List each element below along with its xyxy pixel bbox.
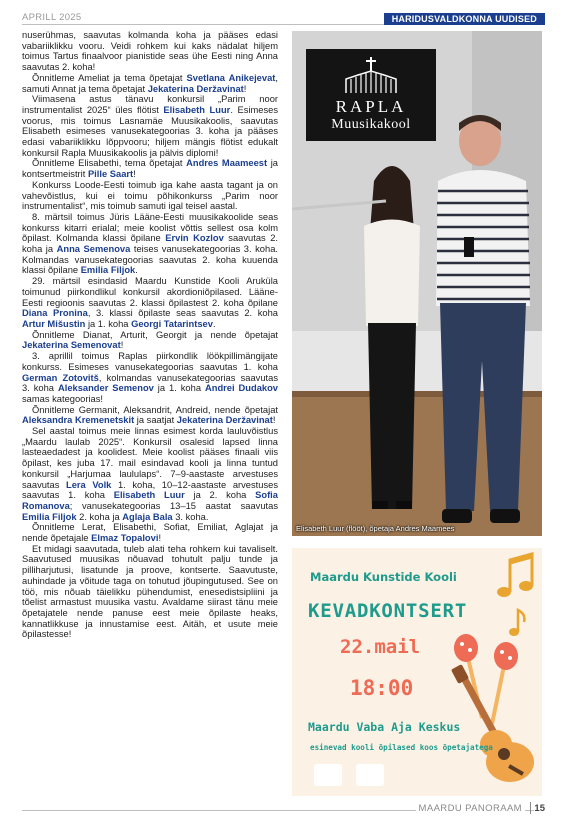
section-tag: HARIDUSVALDKONNA UUDISED	[384, 13, 545, 25]
article-text: 1. koha, 10–12-aastaste arvestuses saavutas 1. koha	[22, 479, 278, 501]
article-text: Õnnitleme Lerat, Elisabethi, Sofiat, Emiliat, Aglajat ja nende õpetajale	[22, 522, 278, 544]
article-text: , kolmandas vanusekategoorias saavutas 3. koha	[22, 372, 278, 394]
logo-word-muusikakool: Muusikakool	[331, 117, 411, 132]
article-text: , 3. klassi õpilaste seas saavutas 2. koha	[87, 308, 278, 319]
article-text: samas kategoorias!	[22, 393, 104, 404]
article-text: 29. märtsil esindasid Maardu Kunstide Kooli Aruküla toimunud piirkondlikul konkursil akordioniõpilased. Lääne-Eesti regioonis saavutas 2. klassi õpilastest 2. koha õpilane	[22, 276, 278, 308]
highlighted-name: Jekaterina Deržavinat	[147, 83, 244, 94]
poster-instruments-art	[442, 548, 542, 796]
highlighted-name: Anna Semenova	[56, 244, 131, 255]
article-paragraph	[22, 158, 278, 179]
page-number: 15	[534, 803, 545, 814]
guitar-icon	[451, 664, 534, 782]
photo-caption: Elisabeth Luur (flööt), õpetaja Andres Maamees	[296, 524, 455, 533]
highlighted-name: Svetlana Anikejevat	[186, 72, 276, 83]
article-text: . Esimeses voorus, mis toimus Lasnamäe Muusikakoolis, saavutas Elisabeth esimeses vanusekategoorias 3. koha ja pääses edasi vabariiklikku lõppvooru; hiljem mängis flötist edukalt konkursil Rapla Muusikakoolis ja pälvis diplomi!	[22, 104, 278, 158]
organ-cross-icon	[306, 49, 436, 97]
article-text: Õnnitleme Dianat, Arturit, Georgit ja nende õpetajat	[32, 329, 278, 340]
article-paragraph	[22, 180, 278, 212]
highlighted-name: Artur Mišustin	[22, 318, 86, 329]
article-paragraph	[22, 94, 278, 158]
article-text: .	[212, 318, 216, 329]
article-text: ; vanusekategoorias 13–15 aastat saavutas	[69, 500, 278, 511]
article-text: Õnnitleme Elisabethi, tema õpetajat	[32, 158, 187, 169]
article-paragraph	[22, 544, 278, 640]
highlighted-name: Elisabeth Luur	[113, 490, 185, 501]
article-paragraph	[22, 351, 278, 405]
poster-venue: Maardu Vaba Aja Keskus	[308, 720, 461, 734]
article-column	[22, 30, 278, 790]
article-text: nuserühmas, saavutas kolmanda koha ja pääses edasi vabariiklikku vooru. Veidi rohkem kui kaks nädalat hiljem toimus Tartus finaalvoor pianistide seas ühe Eesti ning Anna saavutas 2. koha!	[22, 30, 278, 73]
highlighted-name: German Zotovitš	[22, 372, 99, 383]
article-text: , samuti Annat ja tema õpetajat	[22, 72, 278, 94]
highlighted-name: Emilia Filjok	[80, 265, 136, 276]
highlighted-name: Elisabeth Luur	[163, 104, 231, 115]
music-note-icon	[497, 554, 533, 597]
concert-poster	[292, 548, 542, 796]
article-text: ja 1. koha	[153, 383, 205, 394]
highlighted-name: Sofia Romanova	[22, 490, 278, 511]
article-text: Sel aastal toimus meie linnas esimest korda lauluvõistlus „Maardu laulab 2025“. Konkursil osalesid lapsed linna lasteaedadest ja koolidest. Meie koolist pääses finaali viis õpilast, kes juba 17. mail esindavad kooli ja linna tuntud konkursil „Harjumaa laululaps“. 7–9-aastaste arvestuses saavutas	[22, 426, 278, 490]
article-paragraph	[22, 212, 278, 276]
article-text: !	[133, 169, 136, 180]
article-text: Õnnitleme Germanit, Aleksandrit, Andreid, nende õpetajat	[32, 404, 278, 415]
article-photo	[292, 31, 542, 536]
highlighted-name: Emilia Filjok	[22, 511, 77, 522]
article-text: !	[158, 533, 162, 544]
highlighted-name: Georgi Tatarintsev	[131, 318, 213, 329]
article-text: .	[135, 265, 138, 276]
article-text: !	[243, 83, 247, 94]
city-logo-icon	[356, 764, 384, 786]
article-text: 8. märtsil toimus Jüris Lääne-Eesti muusikakoolide seas konkurss kitarri erialal; meie koolist võttis sellest osa kolm õpilast. Kolmanda klassi õpilane	[22, 211, 278, 244]
highlighted-name: Ervin Kozlov	[165, 233, 224, 244]
highlighted-name: Aleksander Semenov	[57, 383, 154, 394]
highlighted-name: Diana Pronina	[22, 308, 88, 319]
article-text: Viimasena astus tänavu konkursil „Parim noor instrumentalist 2025“ üles flötist	[22, 94, 278, 115]
highlighted-name: Andrei Dudakov	[204, 383, 278, 394]
highlighted-name: Aleksandra Kremenetskit	[22, 415, 135, 426]
article-text: teises vanusekategoorias 3. koha. Kolmandas vanusekategoorias saavutas 2. koha kuuenda klassi õpilane	[22, 244, 278, 276]
article-text: ja 1. koha	[85, 318, 132, 329]
logo-word-rapla: RAPLA	[335, 97, 407, 116]
article-paragraph	[22, 330, 278, 351]
highlighted-name: Jekaterina Deržavinat	[176, 415, 273, 426]
article-paragraph	[22, 426, 278, 522]
poster-time: 18:00	[350, 676, 414, 700]
issue-month: APRILL 2025	[22, 12, 82, 23]
article-text: ja saatjat	[134, 415, 177, 426]
article-text: Konkurss Loode-Eesti toimub iga kahe aasta tagant ja on vahevõistlus, kui ei toimu põhikonkurss „Parim noor instrumentalist“, mis toimub samuti igal teisel aastal.	[22, 179, 278, 212]
highlighted-name: Lera Volk	[66, 479, 112, 490]
footer-separator	[530, 802, 531, 814]
poster-subtitle: esinevad kooli õpilased koos õpetajatega	[310, 743, 493, 752]
article-text: !	[120, 340, 124, 351]
poster-title: KEVADKONTSERT	[308, 600, 468, 622]
poster-date: 22.mail	[340, 636, 421, 658]
highlighted-name: Andres Maameest	[186, 158, 268, 169]
article-text: 3. koha.	[172, 511, 209, 522]
article-paragraph	[22, 405, 278, 426]
poster-sponsor-logos	[314, 764, 394, 786]
highlighted-name: Jekaterina Semenovat	[22, 340, 121, 351]
highlighted-name: Aglaja Bala	[122, 511, 173, 522]
article-text: !	[272, 415, 276, 426]
article-text: 3. aprillil toimus Raplas piirkondlik löökpillimängijate konkurss. Esimeses vanusekategoorias saavutas 1. koha	[22, 351, 278, 372]
article-paragraph	[22, 276, 278, 330]
article-paragraph	[22, 73, 278, 94]
magazine-name: MAARDU PANORAAM	[416, 803, 525, 814]
poster-school-name: Maardu Kunstide Kooli	[310, 570, 457, 584]
article-text: 2. koha ja	[76, 511, 123, 522]
article-text: Õnnitleme Ameliat ja tema õpetajat	[32, 72, 187, 83]
article-text: ja 2. koha	[184, 490, 256, 501]
article-text: Et midagi saavutada, tuleb alati teha rohkem kui tavaliselt. Saavutused muusikas nõuavad tohutult palju tunde ja pilliharjutusi, lisatunde ja proove, kontserte. Saavutuste, auhindade ja võitude taga on tohutud jõupingutused. See on töö, mis nõuab täielikku pühendumist, enesedistsipliini ja tõelist armastust muusika vastu. Avaldame siirast tänu meie õpetajatele nende panuse eest meie õpilaste heaks, kannatlikkuse ja innustamise eest. Aitäh, et usute meie õpilastesse!	[22, 543, 278, 640]
article-paragraph	[22, 522, 278, 543]
rapla-logo	[306, 49, 436, 141]
article-text: saavutas 2. koha ja	[22, 233, 278, 255]
article-paragraph	[22, 30, 278, 73]
highlighted-name: Elmaz Topalovi	[91, 533, 159, 544]
small-note-icon	[509, 610, 524, 636]
school-logo-icon	[314, 764, 342, 786]
article-text: ja kontsertmeistrit	[22, 158, 278, 180]
highlighted-name: Pille Saart	[87, 169, 134, 180]
